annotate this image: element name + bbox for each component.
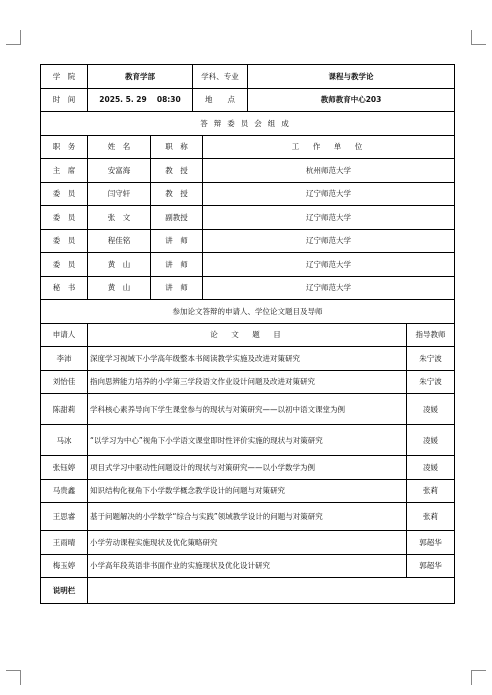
applicant-row <box>41 425 455 456</box>
committee-header-row <box>41 135 455 159</box>
col-advisor-header: 指导教师 <box>407 323 455 347</box>
corner-mark-bottom-right <box>471 670 486 685</box>
applicant-name: 刘怡佳 <box>41 370 88 394</box>
member-rank: 教 授 <box>151 182 203 206</box>
advisor-name: 郭超华 <box>407 554 455 578</box>
member-role: 主 席 <box>41 159 88 183</box>
member-role: 委 员 <box>41 206 88 230</box>
major-value: 课程与教学论 <box>248 65 455 89</box>
time-row <box>41 88 455 112</box>
advisor-name: 凌媛 <box>407 425 455 456</box>
applicant-row <box>41 554 455 578</box>
major-label: 学科、专业 <box>193 65 248 89</box>
member-rank: 讲 师 <box>151 276 203 300</box>
applicant-row <box>41 456 455 480</box>
applicant-name: 陈甜莉 <box>41 394 88 425</box>
college-row <box>41 65 455 89</box>
thesis-title: 深度学习视域下小学高年级整本书阅读教学实施及改进对策研究 <box>88 347 407 371</box>
member-rank: 讲 师 <box>151 229 203 253</box>
advisor-name: 张莉 <box>407 503 455 531</box>
committee-row <box>41 253 455 277</box>
col-unit-header: 工 作 单 位 <box>203 135 455 159</box>
applicant-row <box>41 531 455 555</box>
advisor-name: 朱宁波 <box>407 370 455 394</box>
applicant-name: 马冰 <box>41 425 88 456</box>
member-name: 张 文 <box>88 206 151 230</box>
committee-title: 答辩委员会组成 <box>41 112 455 136</box>
col-thesis-title-header: 论 文 题 目 <box>88 323 407 347</box>
member-name: 闫守轩 <box>88 182 151 206</box>
applicant-name: 梅玉婷 <box>41 554 88 578</box>
time-value: 2025. 5. 29 08:30 <box>88 88 193 112</box>
thesis-title: “以学习为中心”视角下小学语文课堂即时性评价实施的现状与对策研究 <box>88 425 407 456</box>
committee-row <box>41 159 455 183</box>
advisor-name: 张莉 <box>407 479 455 503</box>
advisor-name: 朱宁波 <box>407 347 455 371</box>
thesis-title: 指向思辨能力培养的小学第三学段语文作业设计问题及改进对策研究 <box>88 370 407 394</box>
thesis-title: 学科核心素养导向下学生课堂参与的现状与对策研究——以初中语文课堂为例 <box>88 394 407 425</box>
member-role: 委 员 <box>41 229 88 253</box>
place-label: 地 点 <box>193 88 248 112</box>
thesis-title: 基于问题解决的小学数学“综合与实践”领域教学设计的问题与对策研究 <box>88 503 407 531</box>
committee-row <box>41 229 455 253</box>
committee-row <box>41 276 455 300</box>
applicant-row <box>41 479 455 503</box>
member-role: 委 员 <box>41 182 88 206</box>
col-role-header: 职 务 <box>41 135 88 159</box>
member-unit: 杭州师范大学 <box>203 159 455 183</box>
thesis-title: 小学高年段英语非书面作业的实施现状及优化设计研究 <box>88 554 407 578</box>
applicant-name: 马贵鑫 <box>41 479 88 503</box>
member-unit: 辽宁师范大学 <box>203 206 455 230</box>
member-rank: 教 授 <box>151 159 203 183</box>
member-unit: 辽宁师范大学 <box>203 253 455 277</box>
thesis-title: 项目式学习中驱动性问题设计的现状与对策研究——以小学数学为例 <box>88 456 407 480</box>
applicant-row <box>41 370 455 394</box>
col-rank-header: 职 称 <box>151 135 203 159</box>
member-unit: 辽宁师范大学 <box>203 182 455 206</box>
member-name: 程佳铭 <box>88 229 151 253</box>
member-rank: 讲 师 <box>151 253 203 277</box>
member-name: 安富海 <box>88 159 151 183</box>
col-applicant-header: 申请人 <box>41 323 88 347</box>
defense-form-table <box>40 64 455 604</box>
applicant-name: 王思睿 <box>41 503 88 531</box>
applicants-header-row <box>41 323 455 347</box>
time-label: 时 间 <box>41 88 88 112</box>
applicant-row <box>41 347 455 371</box>
thesis-title: 知识结构化视角下小学数学概念教学设计的问题与对策研究 <box>88 479 407 503</box>
applicant-name: 王雨晴 <box>41 531 88 555</box>
member-name: 黄 山 <box>88 276 151 300</box>
advisor-name: 凌媛 <box>407 394 455 425</box>
applicant-row <box>41 394 455 425</box>
notes-label: 说明栏 <box>41 578 88 604</box>
member-role: 秘 书 <box>41 276 88 300</box>
col-name-header: 姓 名 <box>88 135 151 159</box>
committee-row <box>41 206 455 230</box>
member-role: 委 员 <box>41 253 88 277</box>
advisor-name: 凌媛 <box>407 456 455 480</box>
corner-mark-bottom-left <box>6 670 21 685</box>
college-label: 学 院 <box>41 65 88 89</box>
applicant-row <box>41 503 455 531</box>
applicants-title: 参加论文答辩的申请人、学位论文题目及导师 <box>41 300 455 324</box>
member-rank: 副教授 <box>151 206 203 230</box>
corner-mark-top-right <box>471 30 486 45</box>
applicant-name: 李沛 <box>41 347 88 371</box>
applicant-name: 张钰婷 <box>41 456 88 480</box>
committee-row <box>41 182 455 206</box>
member-unit: 辽宁师范大学 <box>203 229 455 253</box>
thesis-title: 小学劳动课程实施现状及优化策略研究 <box>88 531 407 555</box>
notes-row <box>41 578 455 604</box>
member-unit: 辽宁师范大学 <box>203 276 455 300</box>
college-value: 教育学部 <box>88 65 193 89</box>
place-value: 教师教育中心203 <box>248 88 455 112</box>
corner-mark-top-left <box>6 30 21 45</box>
notes-value <box>88 578 455 604</box>
advisor-name: 郭超华 <box>407 531 455 555</box>
member-name: 黄 山 <box>88 253 151 277</box>
